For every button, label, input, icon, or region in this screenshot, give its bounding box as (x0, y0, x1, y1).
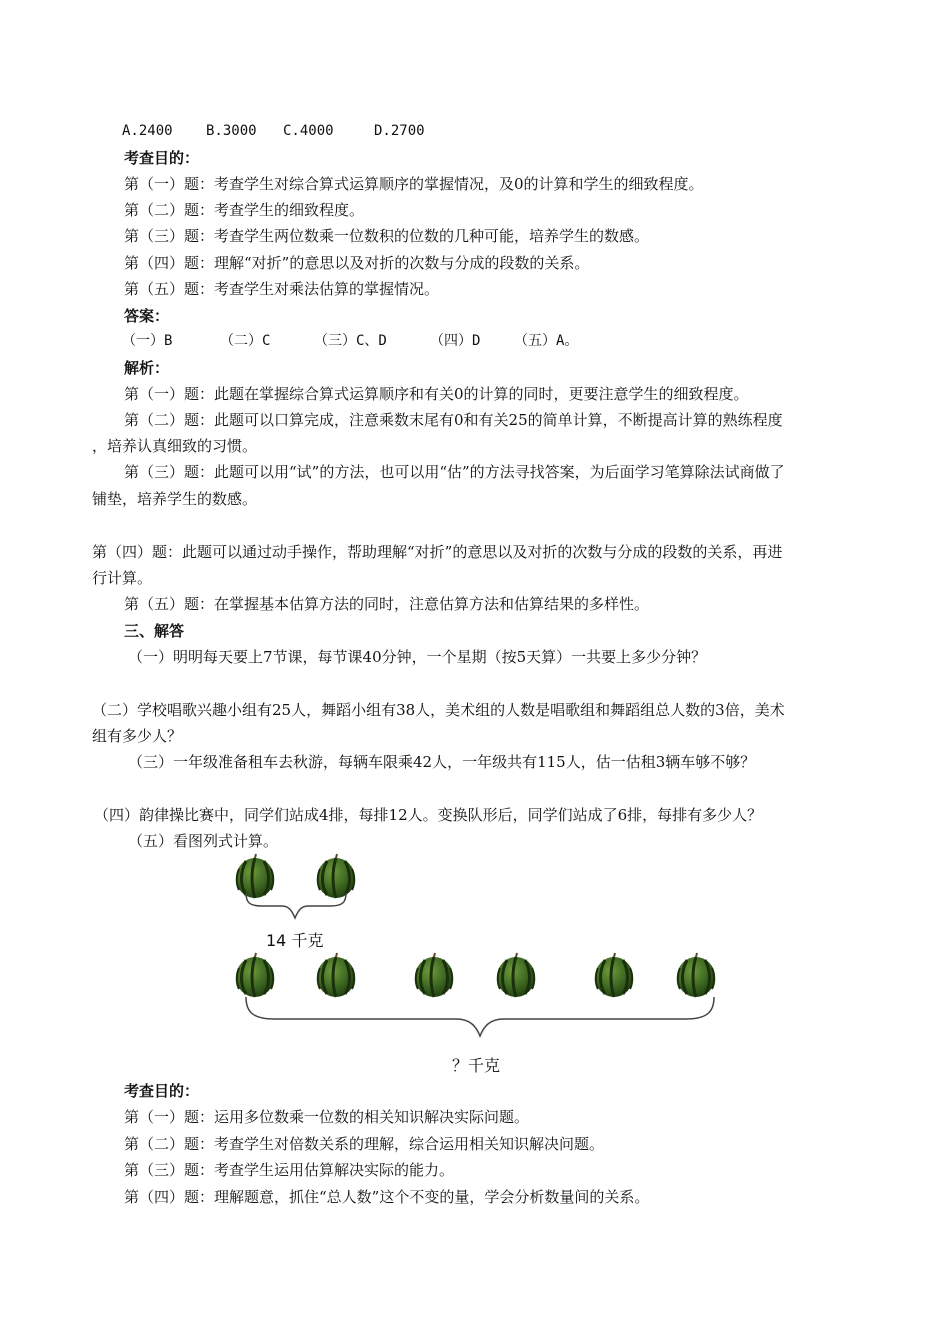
question-4: （四）韵律操比赛中，同学们站成4排，每排12人。变换队形后，同学们站成了6排，每排有多少人？ (94, 806, 763, 824)
choice-options (122, 121, 442, 141)
analysis-line: 第（四）题：此题可以通过动手操作，帮助理解“对折”的意思以及对折的次数与分成的段数的关系，再进 (92, 543, 783, 561)
analysis-heading: 解析： (124, 359, 170, 377)
analysis-line: 铺垫，培养学生的数感。 (92, 490, 258, 508)
question-2-line1: （二）学校唱歌兴趣小组有25人，舞蹈小组有38人，美术组的人数是唱歌组和舞蹈组总人数的3倍，美术 (92, 701, 785, 719)
purpose2-item: 第（一）题：运用多位数乘一位数的相关知识解决实际问题。 (124, 1108, 530, 1126)
purpose-heading-2: 考查目的： (124, 1082, 200, 1100)
watermelon-icon (677, 953, 715, 997)
top-weight-label: 14 千克 (266, 931, 324, 950)
analysis-line: ，培养认真细致的习惯。 (92, 437, 258, 455)
purpose-heading-1: 考查目的： (124, 149, 200, 167)
answer-3: （三）C、D (314, 333, 387, 349)
watermelon-icon (497, 953, 535, 997)
purpose1-item: 第（四）题：理解“对折”的意思以及对折的次数与分成的段数的关系。 (124, 254, 590, 272)
bottom-brace (246, 997, 714, 1036)
question-3: （三）一年级准备租车去秋游，每辆车限乘42人，一年级共有115人，估一估租3辆车够不够？ (128, 753, 756, 771)
purpose1-item: 第（二）题：考查学生的细致程度。 (124, 201, 365, 219)
analysis-line: 第（三）题：此题可以用“试”的方法，也可以用“估”的方法寻找答案，为后面学习笔算除法试商做了 (124, 463, 785, 481)
watermelon-icon (317, 854, 355, 898)
analysis-line: 第（二）题：此题可以口算完成，注意乘数末尾有0和有关25的简单计算，不断提高计算的熟练程度 (124, 411, 783, 429)
section3-heading: 三、解答 (124, 622, 185, 640)
answers-heading: 答案： (124, 307, 170, 325)
purpose2-item: 第（二）题：考查学生对倍数关系的理解，综合运用相关知识解决问题。 (124, 1135, 605, 1153)
answer-4: （四）D (430, 333, 481, 349)
bottom-weight-label: ？千克 (452, 1056, 501, 1075)
purpose1-item: 第（五）题：考查学生对乘法估算的掌握情况。 (124, 280, 440, 298)
analysis-line: 行计算。 (92, 569, 153, 587)
answer-5: （五）A。 (514, 333, 579, 349)
answer-2: （二）C (220, 333, 271, 349)
option-a: A.2400 (122, 123, 173, 139)
option-b: B.3000 (206, 123, 257, 139)
top-brace (246, 893, 346, 918)
question-2-line2: 组有多少人？ (92, 727, 183, 745)
purpose1-item: 第（一）题：考查学生对综合算式运算顺序的掌握情况，及0的计算和学生的细致程度。 (124, 175, 704, 193)
purpose1-item: 第（三）题：考查学生两位数乘一位数积的位数的几种可能，培养学生的数感。 (124, 227, 650, 245)
watermelon-icon (415, 953, 453, 997)
watermelon-icon (236, 854, 274, 898)
analysis-line: 第（一）题：此题在掌握综合算式运算顺序和有关0的计算的同时，更要注意学生的细致程度。 (124, 385, 749, 403)
option-d: D.2700 (374, 123, 425, 139)
watermelon-icon (317, 953, 355, 997)
question-1: （一）明明每天要上7节课，每节课40分钟，一个星期（按5天算）一共要上多少分钟？ (128, 648, 707, 666)
answers-row (122, 331, 602, 351)
watermelon-icon (236, 953, 274, 997)
analysis-line: 第（五）题：在掌握基本估算方法的同时，注意估算方法和估算结果的多样性。 (124, 595, 650, 613)
purpose2-item: 第（四）题：理解题意，抓住“总人数”这个不变的量，学会分析数量间的关系。 (124, 1188, 650, 1206)
answer-1: （一）B (122, 333, 173, 349)
question-5: （五）看图列式计算。 (128, 832, 279, 850)
option-c: C.4000 (283, 123, 334, 139)
watermelon-icon (595, 953, 633, 997)
purpose2-item: 第（三）题：考查学生运用估算解决实际的能力。 (124, 1161, 455, 1179)
